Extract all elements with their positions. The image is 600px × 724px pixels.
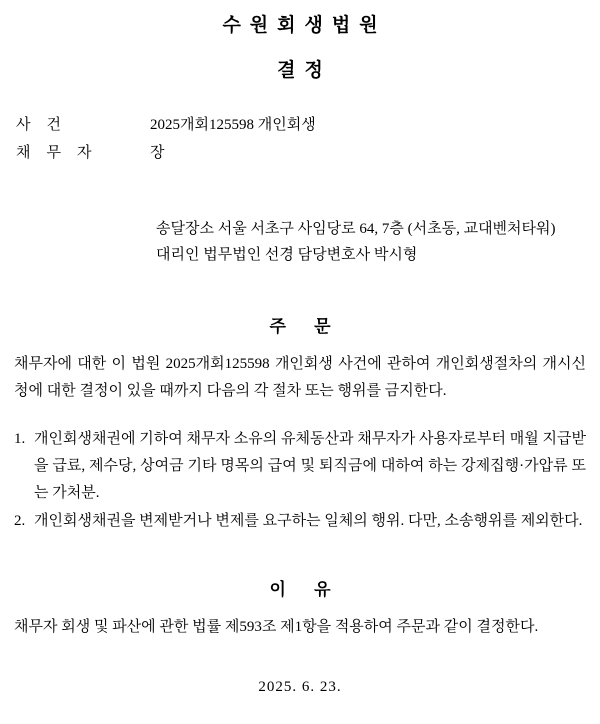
order-item-text: 개인회생채권에 기하여 채무자 소유의 유체동산과 채무자가 사용자로부터 매월 지급받을 급료, 제수당, 상여금 기타 명목의 급여 및 퇴직금에 대하여 하는 강제집행·가압류 또는 가처분. [34,431,586,501]
meta-value-case: 2025개회125598 개인회생 [150,117,316,133]
order-item-number: 2. [14,513,26,530]
order-item [14,426,586,506]
order-items-list [10,426,590,535]
case-meta-block [10,112,590,168]
service-address-line: 송달장소 서울 서초구 사임당로 64, 7층 (서초동, 교대벤처타워) [156,220,556,237]
order-item-text: 개인회생채권을 변제받거나 변제를 요구하는 일체의 행위. 다만, 소송행위를 제외한다. [34,513,583,530]
meta-value-debtor: 장 [150,144,165,161]
reason-body-text: 채무자 회생 및 파산에 관한 법률 제593조 제1항을 적용하여 주문과 같이 결정한다. [14,619,539,636]
reason-heading: 이 유 [269,580,343,600]
agent-line: 대리인 법무법인 선경 담당변호사 박시형 [156,246,418,263]
document-type-title: 결정 [277,60,332,81]
order-heading: 주 문 [269,317,343,336]
service-address-block [156,216,590,269]
order-body-text: 채무자에 대한 이 법원 2025개회125598 개인회생 사건에 관하여 개인회생절차의 개시신청에 대한 결정이 있을 때까지 다음의 각 절차 또는 행위를 금지한다. [14,356,586,399]
meta-label-debtor: 채무자 [16,144,108,161]
court-name-title: 수원회생법원 [222,15,387,36]
decision-date: 2025. 6. 23. [258,678,342,695]
order-item [14,508,586,535]
meta-row-case [10,112,590,140]
order-item-number: 1. [14,431,26,448]
meta-row-debtor [10,140,590,168]
meta-label-case: 사건 [16,117,77,133]
